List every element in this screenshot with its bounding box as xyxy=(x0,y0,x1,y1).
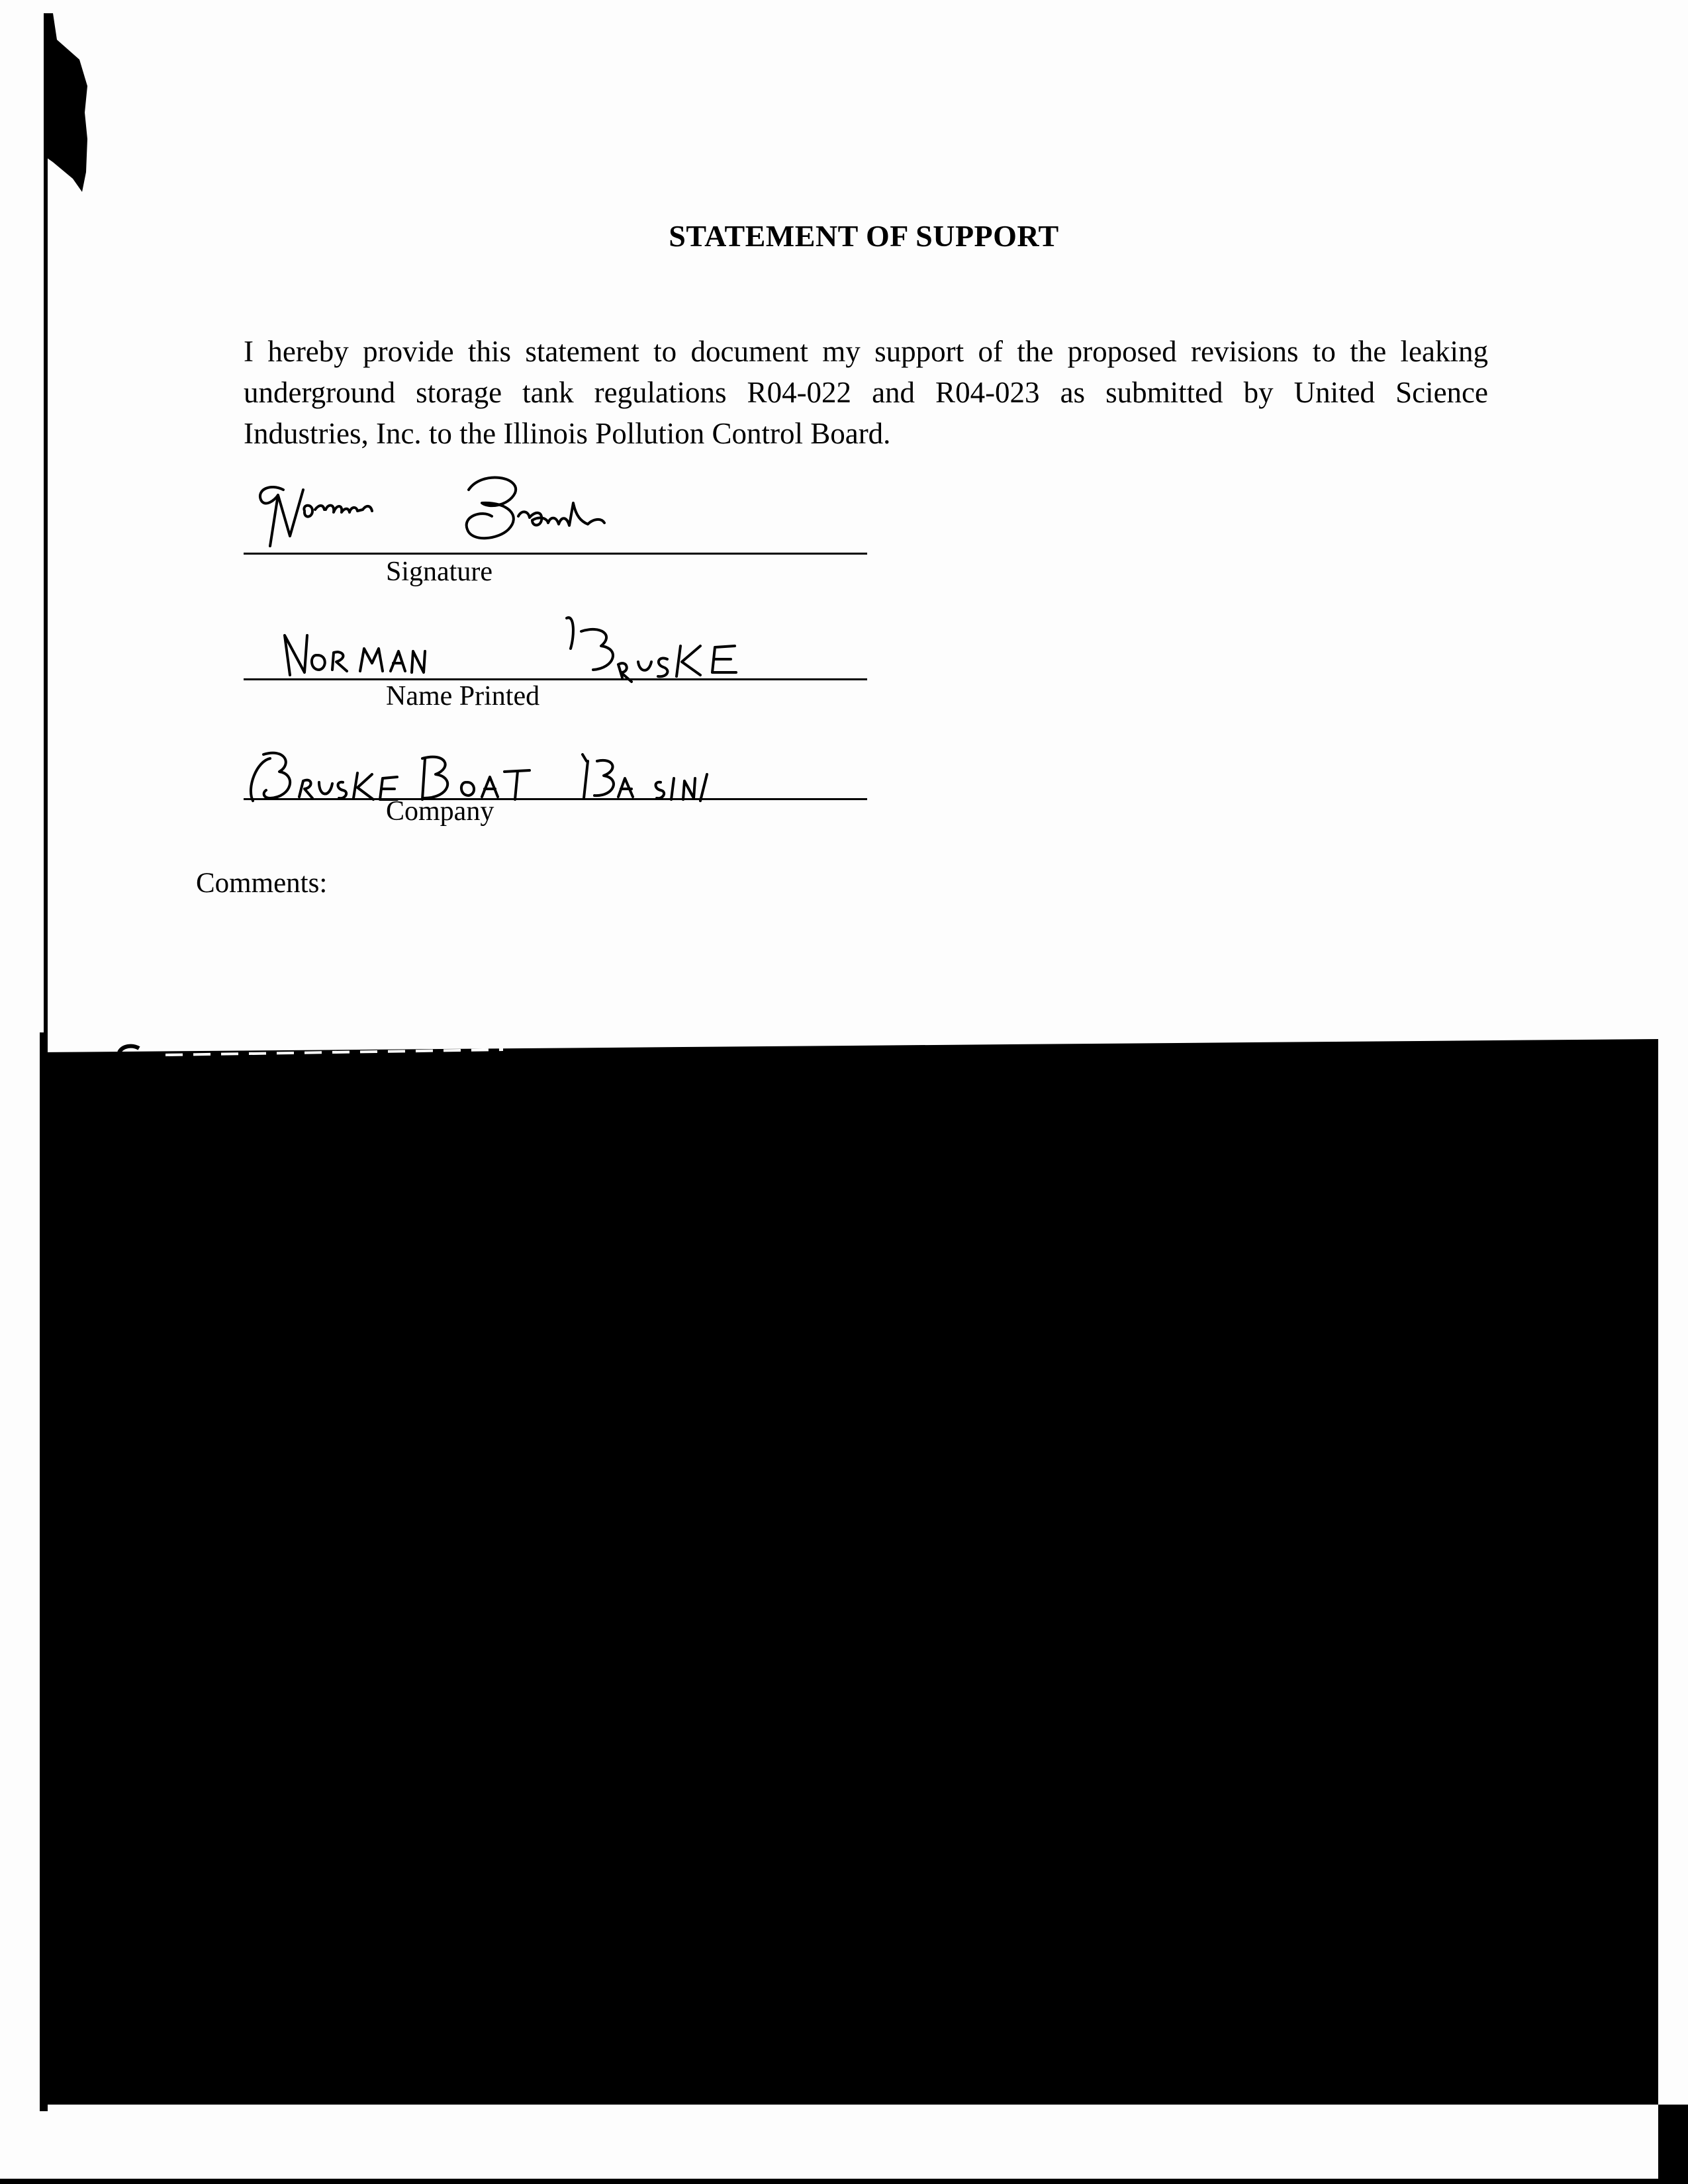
redaction-block xyxy=(0,1039,1688,2105)
document-title: STATEMENT OF SUPPORT xyxy=(669,219,1059,253)
company-label: Company xyxy=(386,796,494,827)
name-printed-label: Name Printed xyxy=(386,681,540,711)
scan-bottom-edge xyxy=(0,2179,1688,2184)
scan-corner-blot xyxy=(40,13,99,192)
scan-left-edge xyxy=(44,13,48,1046)
name-printed-field xyxy=(244,609,867,721)
handwritten-company xyxy=(244,735,867,814)
signature-underline xyxy=(244,553,867,555)
company-field xyxy=(244,735,867,847)
handwritten-signature xyxy=(244,463,867,563)
name-printed-underline xyxy=(244,678,867,680)
signature-label: Signature xyxy=(386,557,492,587)
company-underline xyxy=(244,798,867,800)
statement-paragraph xyxy=(244,331,1488,454)
statement-line: Industries, Inc. to the Illinois Pollution Control Board. xyxy=(244,417,891,450)
comments-label: Comments: xyxy=(196,868,328,899)
scan-left-edge-lower xyxy=(40,1032,48,2111)
handwritten-printed-name xyxy=(244,609,867,695)
signature-field xyxy=(244,463,867,596)
scan-right-artifact xyxy=(1658,2105,1688,2184)
statement-line: underground storage tank regulations R04-022 and R04-023 as submitted by United Science xyxy=(244,376,1488,409)
statement-line: I hereby provide this statement to document my support of the proposed revisions to the leaking xyxy=(244,335,1488,368)
